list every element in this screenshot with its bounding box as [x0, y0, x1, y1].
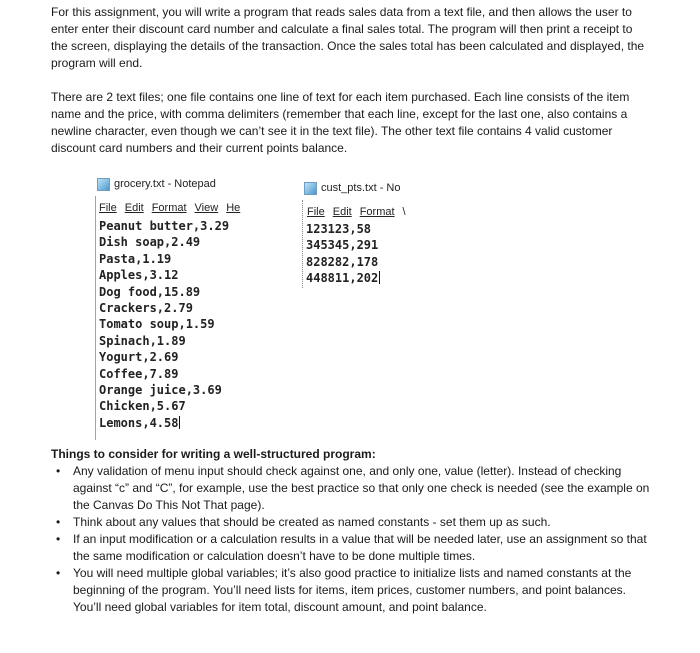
text-line: Dish soap,2.49: [99, 235, 201, 250]
menu-file[interactable]: File: [307, 206, 325, 218]
text-caret: [179, 416, 180, 429]
text-line: Chicken,5.67: [99, 399, 186, 414]
bullet-icon: •: [56, 566, 61, 580]
text-line: 345345,291: [306, 238, 379, 253]
considerations-list: [56, 463, 656, 616]
text-line: Orange juice,3.69: [99, 383, 222, 398]
text-line: Crackers,2.79: [99, 301, 193, 316]
cust-menubar: [307, 206, 406, 218]
intro-paragraph-2: There are 2 text files; one file contains one line of text for each item purchased. Each line consists of the item name and the price, with comma delimiters (remember that each line, except for the last one, also contains a newline character, even though we can’t see it in the text file). The other text file contains 4 valid customer discount card numbers and their current points balance.: [51, 90, 630, 155]
menu-view[interactable]: View: [194, 202, 219, 214]
menu-format[interactable]: Format: [151, 202, 187, 214]
menu-file[interactable]: File: [99, 202, 117, 214]
grocery-notepad-window: [95, 172, 260, 440]
list-item: • Any validation of menu input should check against one, and only one, value (letter). Instead of checking against “c” and “C”, for example, use the best practice so that only one check is needed (see the example on the Canvas Do This Not That page).: [56, 464, 650, 512]
text-caret: [379, 271, 380, 284]
section-heading: Things to consider for writing a well-structured program:: [51, 447, 376, 461]
cust-text-area[interactable]: [306, 221, 380, 287]
notepad-icon: [97, 178, 110, 191]
grocery-text-area[interactable]: [99, 218, 229, 431]
text-line: Yogurt,2.69: [99, 350, 179, 365]
list-item: • If an input modification or a calculation results in a value that will be needed later, use an assignment so that the same modification or calculation doesn’t have to be done multiple times.: [56, 532, 647, 563]
menu-help[interactable]: He: [226, 202, 241, 214]
text-line-last: 448811,202: [306, 271, 379, 286]
text-line: Spinach,1.89: [99, 333, 186, 348]
notepad-icon: [304, 182, 317, 195]
menu-edit[interactable]: Edit: [332, 206, 352, 218]
bullet-icon: •: [56, 532, 61, 546]
list-item: • Think about any values that should be created as named constants - set them up as such.: [56, 515, 551, 529]
menu-format[interactable]: Format: [359, 206, 395, 218]
text-line: Coffee,7.89: [99, 366, 179, 381]
window-border: [302, 200, 304, 288]
window-border: [95, 196, 96, 440]
cust-pts-notepad-window: [302, 176, 414, 294]
text-line: 123123,58: [306, 222, 372, 236]
bullet-icon: •: [56, 464, 61, 478]
bullet-icon: •: [56, 515, 61, 529]
cust-titlebar: [302, 176, 414, 200]
text-line-last: Lemons,4.58: [99, 415, 179, 430]
grocery-titlebar: [95, 172, 260, 196]
text-line: Apples,3.12: [99, 268, 179, 283]
menu-edit[interactable]: Edit: [124, 202, 144, 214]
grocery-window-title: grocery.txt - Notepad: [114, 178, 216, 190]
text-line: Dog food,15.89: [99, 284, 201, 299]
grocery-menubar: [99, 202, 240, 214]
text-line: Pasta,1.19: [99, 251, 172, 266]
text-line: Tomato soup,1.59: [99, 317, 215, 332]
menu-view-partial[interactable]: \: [402, 206, 406, 218]
list-item: • You will need multiple global variables; it’s also good practice to initialize lists and named constants at the beginning of the program. You’ll need lists for items, item prices, customer numbers, and point balances. You’ll need global variables for item total, discount amount, and point balance.: [56, 566, 632, 614]
text-line: Peanut butter,3.29: [99, 219, 230, 233]
cust-window-title: cust_pts.txt - No: [321, 182, 401, 194]
intro-paragraph-1: For this assignment, you will write a program that reads sales data from a text file, and then allows the user to enter enter their discount card number and calculate a final sales total. The program will then print a receipt to the screen, displaying the details of the transaction. Once the sales total has been calculated and displayed, the program will end.: [51, 5, 645, 70]
text-line: 828282,178: [306, 254, 379, 269]
